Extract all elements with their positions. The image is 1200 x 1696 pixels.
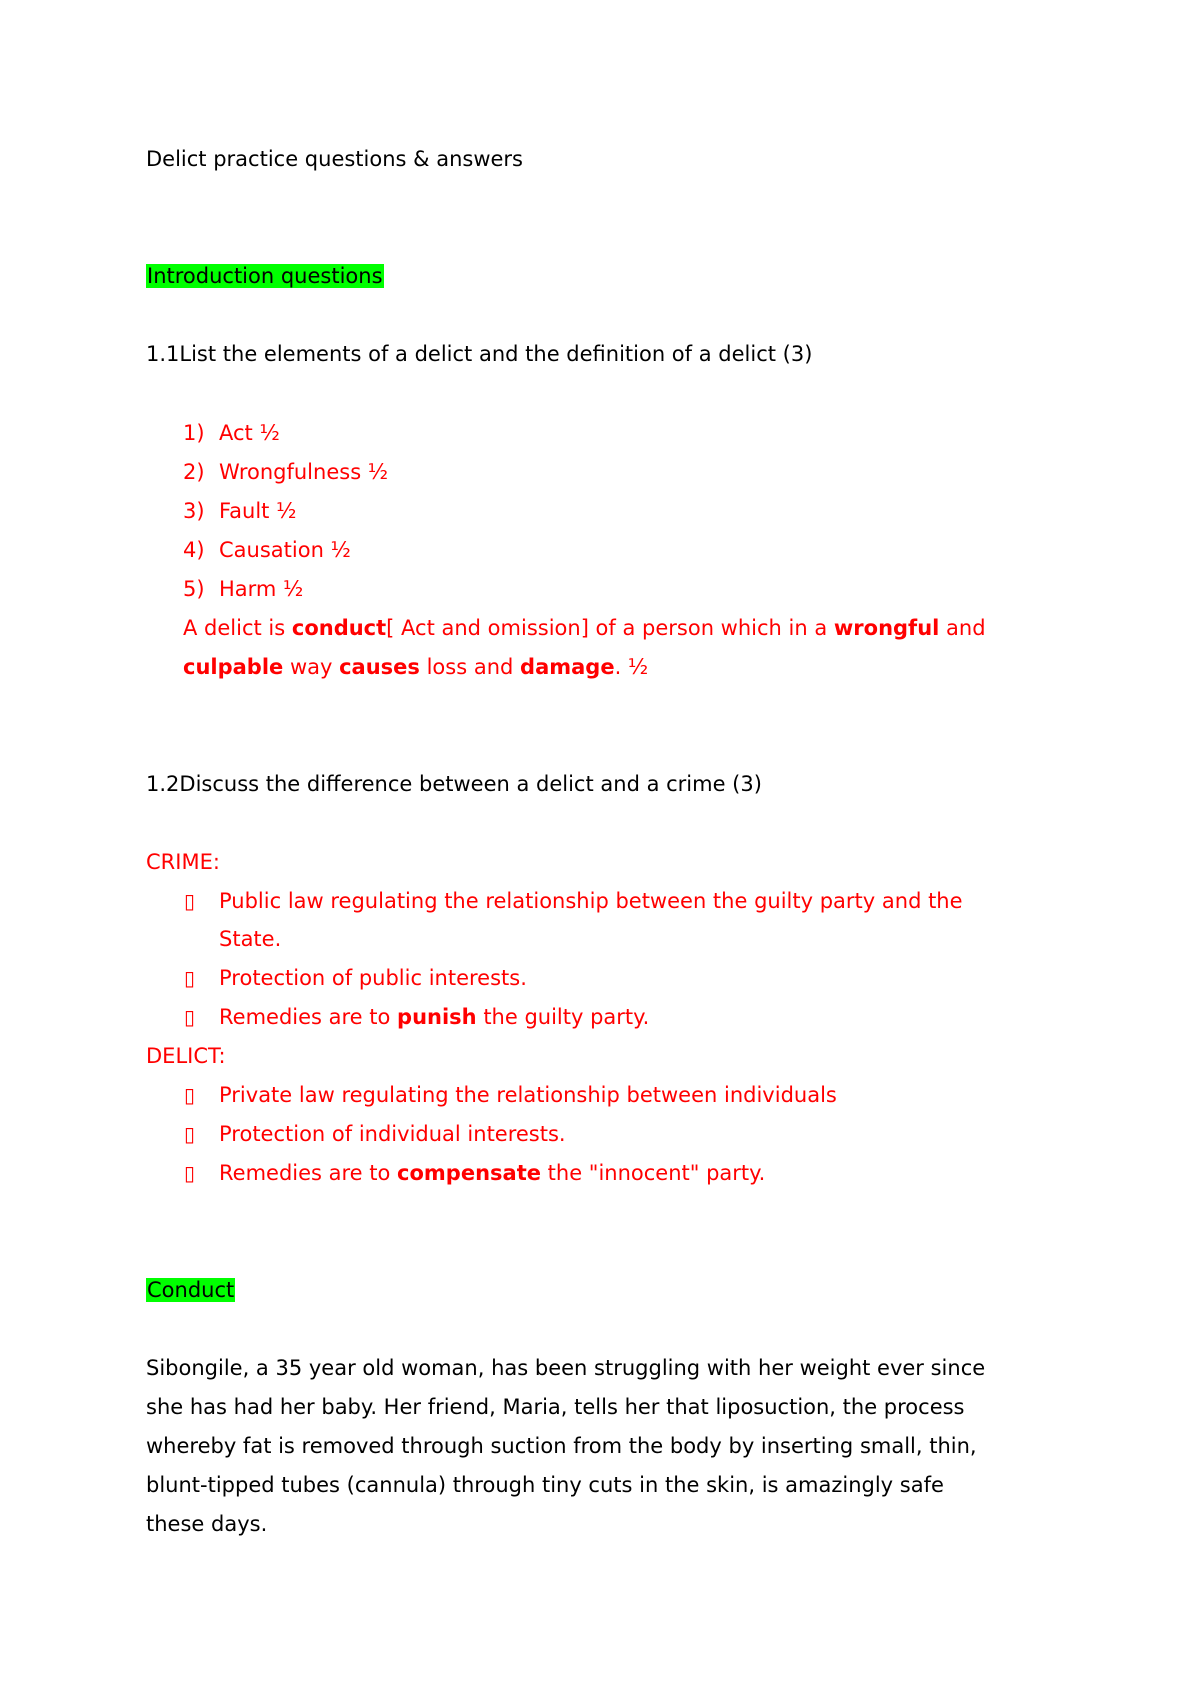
crime-point-2: Protection of public interests. [219, 966, 527, 990]
delict-point-3 [219, 1159, 765, 1187]
conduct-paragraph-line: she has had her baby. Her friend, Maria, tells her that liposuction, the process [146, 1395, 965, 1419]
delict-point-1: Private law regulating the relationship between individuals [219, 1083, 837, 1107]
delict-label: DELICT: [146, 1044, 226, 1068]
list-item: Wrongfulness ½ [219, 460, 389, 484]
highlighted-heading-text: Conduct [147, 1278, 235, 1302]
conduct-paragraph-line: whereby fat is removed through suction from the body by inserting small, thin, [146, 1434, 977, 1458]
crime-point-1-continued: State. [219, 927, 282, 951]
point-term-compensate: compensate [397, 1161, 541, 1185]
definition-term-wrongful: wrongful [833, 616, 940, 640]
list-item: Harm ½ [219, 577, 304, 601]
list-item-number: 2) [183, 460, 205, 484]
conduct-paragraph-line: Sibongile, a 35 year old woman, has been struggling with her weight ever since [146, 1356, 986, 1380]
bullet-icon: ▯ [184, 966, 196, 990]
definition-term-damage: damage [520, 655, 615, 679]
point-text: Remedies are to [219, 1161, 398, 1185]
list-item-number: 1) [183, 421, 205, 445]
definition-term-conduct: conduct [291, 616, 387, 640]
crime-label: CRIME: [146, 850, 220, 874]
list-item-number: 4) [183, 538, 205, 562]
definition-term-culpable: culpable [183, 655, 284, 679]
delict-definition-line-1 [183, 614, 986, 642]
definition-text: . ½ [614, 655, 649, 679]
definition-text: loss and [419, 655, 521, 679]
list-item-number: 3) [183, 499, 205, 523]
list-item-number: 5) [183, 577, 205, 601]
list-item: Fault ½ [219, 499, 297, 523]
question-1-1: 1.1List the elements of a delict and the definition of a delict (3) [146, 342, 813, 366]
point-text: Remedies are to [219, 1005, 398, 1029]
section-heading-introduction [146, 262, 384, 290]
definition-term-causes: causes [339, 655, 420, 679]
list-item: Act ½ [219, 421, 280, 445]
definition-text: [ Act and omission] of a person which in a [386, 616, 834, 640]
bullet-icon: ▯ [184, 1083, 196, 1107]
conduct-paragraph-line: blunt-tipped tubes (cannula) through tiny cuts in the skin, is amazingly safe [146, 1473, 944, 1497]
question-1-2: 1.2Discuss the difference between a delict and a crime (3) [146, 772, 762, 796]
highlighted-heading-text: Introduction questions [147, 264, 383, 288]
section-heading-conduct [146, 1276, 235, 1304]
delict-point-2: Protection of individual interests. [219, 1122, 566, 1146]
definition-text: way [283, 655, 340, 679]
point-text: the guilty party. [476, 1005, 650, 1029]
conduct-paragraph-line: these days. [146, 1512, 268, 1536]
bullet-icon: ▯ [184, 1005, 196, 1029]
definition-text: A delict is [183, 616, 292, 640]
bullet-icon: ▯ [184, 1161, 196, 1185]
bullet-icon: ▯ [184, 1122, 196, 1146]
point-term-punish: punish [397, 1005, 477, 1029]
crime-point-1: Public law regulating the relationship between the guilty party and the [219, 889, 963, 913]
delict-definition-line-2 [183, 653, 648, 681]
bullet-icon: ▯ [184, 889, 196, 913]
point-text: the "innocent" party. [540, 1161, 766, 1185]
crime-point-3 [219, 1003, 649, 1031]
definition-text: and [939, 616, 986, 640]
list-item: Causation ½ [219, 538, 351, 562]
document-title: Delict practice questions & answers [146, 147, 523, 171]
